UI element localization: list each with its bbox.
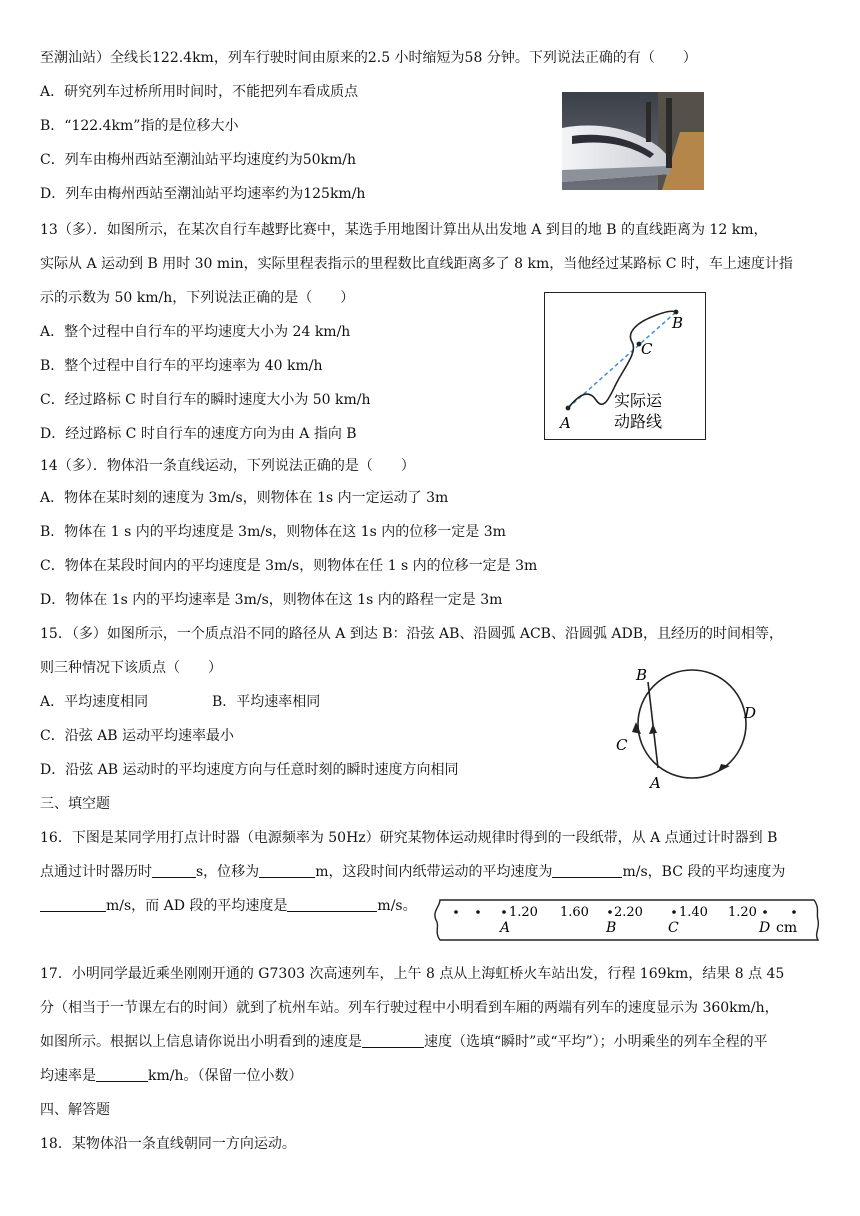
q13-line-3: 示的示数为 50 km/h，下列说法正确的是（ ）	[40, 290, 355, 306]
route-caption-line-2: 动路线	[614, 412, 663, 431]
train-photo	[562, 92, 704, 190]
paper-tape	[432, 894, 822, 944]
q14-option-c: C．物体在某段时间内的平均速度是 3m/s，则物体在任 1 s 内的位移一定是 3m	[40, 558, 538, 574]
section-answer-heading: 四、解答题	[40, 1102, 110, 1118]
q15-line-1: 15．（多）如图所示，一个质点沿不同的路径从 A 到达 B：沿弦 AB、沿圆弧 ACB、沿圆弧 ADB，且经历的时间相等，	[40, 626, 784, 642]
q12-stem-tail: 至潮汕站）全线长122.4km，列车行驶时间由原来的2.5 小时缩短为58 分钟。下列说法正确的有（ ）	[40, 50, 697, 66]
q14-option-a: A．物体在某时刻的速度为 3m/s，则物体在 1s 内一定运动了 3m	[40, 490, 449, 506]
q13-option-c: C．经过路标 C 时自行车的瞬时速度大小为 50 km/h	[40, 392, 371, 408]
q16-blank-ad-velocity[interactable]	[287, 897, 377, 912]
route-label-a: A	[560, 414, 571, 432]
q16-text-avg-velocity: m，这段时间内纸带运动的平均速度为	[315, 864, 553, 880]
q12-option-d: D．列车由梅州西站至潮汕站平均速率约为125km/h	[40, 186, 366, 202]
q16-blank-time[interactable]	[152, 863, 196, 878]
q16-text-bc-velocity: m/s，BC 段的平均速度为	[622, 864, 786, 880]
tape-distance-2: 1.60	[560, 905, 589, 920]
tape-label-d: D	[759, 920, 771, 936]
tape-unit: cm	[776, 920, 798, 936]
tape-label-b: B	[606, 920, 617, 936]
tape-label-c: C	[668, 920, 679, 936]
q16-line-3	[40, 896, 417, 916]
q13-option-d: D．经过路标 C 时自行车的速度方向为由 A 指向 B	[40, 426, 357, 442]
route-label-b: B	[672, 314, 684, 332]
tape-distance-1: 1.20	[509, 905, 538, 920]
q17-text-speed-choice: 速度（选填“瞬时”或“平均”）；小明乘坐的列车全程的平	[424, 1034, 768, 1050]
tape-distance-5: 1.20	[728, 905, 757, 920]
circle-label-c: C	[616, 736, 628, 754]
q17-text-avg-rate: 均速率是	[40, 1068, 96, 1084]
q16-blank-displacement[interactable]	[259, 863, 315, 878]
route-label-c: C	[641, 340, 653, 358]
tape-distance-4: 1.40	[679, 905, 708, 920]
q15-option-d: D．沿弦 AB 运动时的平均速度方向与任意时刻的瞬时速度方向相同	[40, 762, 459, 778]
q13-option-a: A．整个过程中自行车的平均速度大小为 24 km/h	[40, 324, 351, 340]
q17-blank-avg-rate[interactable]	[96, 1067, 148, 1082]
tape-label-a: A	[500, 920, 511, 936]
q17-line-4	[40, 1066, 303, 1086]
q17-line-1: 17．小明同学最近乘坐刚刚开通的 G7303 次高速列车，上午 8 点从上海虹桥火车站出发，行程 169km，结果 8 点 45	[40, 966, 785, 982]
q16-blank-avg-velocity[interactable]	[552, 863, 622, 878]
q15-option-b: B．平均速率相同	[212, 694, 321, 710]
q12-option-a: A．研究列车过桥所用时间时，不能把列车看成质点	[40, 84, 359, 100]
q12-option-b: B．“122.4km”指的是位移大小	[40, 118, 239, 134]
q16-text-time: 点通过计时器历时	[40, 864, 152, 880]
q14-option-d: D．物体在 1s 内的平均速率是 3m/s，则物体在这 1s 内的路程一定是 3m	[40, 592, 503, 608]
q15-option-a: A．平均速度相同	[40, 694, 149, 710]
q16-line-1: 16．下图是某同学用打点计时器（电源频率为 50Hz）研究某物体运动规律时得到的一段纸带，从 A 点通过计时器到 B	[40, 830, 778, 846]
q17-line-3	[40, 1032, 768, 1052]
q17-text-unit: km/h。（保留一位小数）	[148, 1068, 303, 1084]
q15-line-2: 则三种情况下该质点（ ）	[40, 660, 222, 676]
q17-line-2: 分（相当于一节课左右的时间）就到了杭州车站。列车行驶过程中小明看到车厢的两端有列车的速度显示为 360km/h，	[40, 1000, 779, 1016]
circle-label-d: D	[744, 704, 757, 722]
tape-distance-3: 2.20	[614, 905, 643, 920]
q18-stem: 18．某物体沿一条直线朝同一方向运动。	[40, 1136, 296, 1152]
q14-option-b: B．物体在 1 s 内的平均速度是 3m/s，则物体在这 1s 内的位移一定是 3m	[40, 524, 506, 540]
q13-line-1: 13（多）．如图所示，在某次自行车越野比赛中，某选手用地图计算出从出发地 A 到目的地 B 的直线距离为 12 km，	[40, 222, 768, 238]
circle-path-diagram	[610, 662, 770, 792]
q16-text-unit-end: m/s。	[377, 898, 417, 914]
circle-label-a: A	[650, 774, 661, 792]
circle-label-b: B	[636, 666, 648, 684]
q17-blank-speed-type[interactable]	[362, 1033, 424, 1048]
q13-option-b: B．整个过程中自行车的平均速率为 40 km/h	[40, 358, 323, 374]
q17-text-speed-seen: 如图所示。根据以上信息请你说出小明看到的速度是	[40, 1034, 362, 1050]
route-caption-line-1: 实际运	[614, 391, 663, 410]
q16-line-2	[40, 862, 785, 882]
q16-text-displacement: s，位移为	[196, 864, 260, 880]
section-fill-in-heading: 三、填空题	[40, 796, 110, 812]
q15-option-c: C．沿弦 AB 运动平均速率最小	[40, 728, 235, 744]
q12-option-c: C．列车由梅州西站至潮汕站平均速度约为50km/h	[40, 152, 357, 168]
route-diagram	[544, 292, 706, 440]
q16-blank-bc-velocity[interactable]	[40, 897, 106, 912]
q14-stem: 14（多）．物体沿一条直线运动，下列说法正确的是（ ）	[40, 458, 415, 474]
q16-text-ad-velocity: m/s，而 AD 段的平均速度是	[106, 898, 288, 914]
q13-line-2: 实际从 A 运动到 B 用时 30 min，实际里程表指示的里程数比直线距离多了 8 km，当他经过某路标 C 时，车上速度计指	[40, 256, 793, 272]
